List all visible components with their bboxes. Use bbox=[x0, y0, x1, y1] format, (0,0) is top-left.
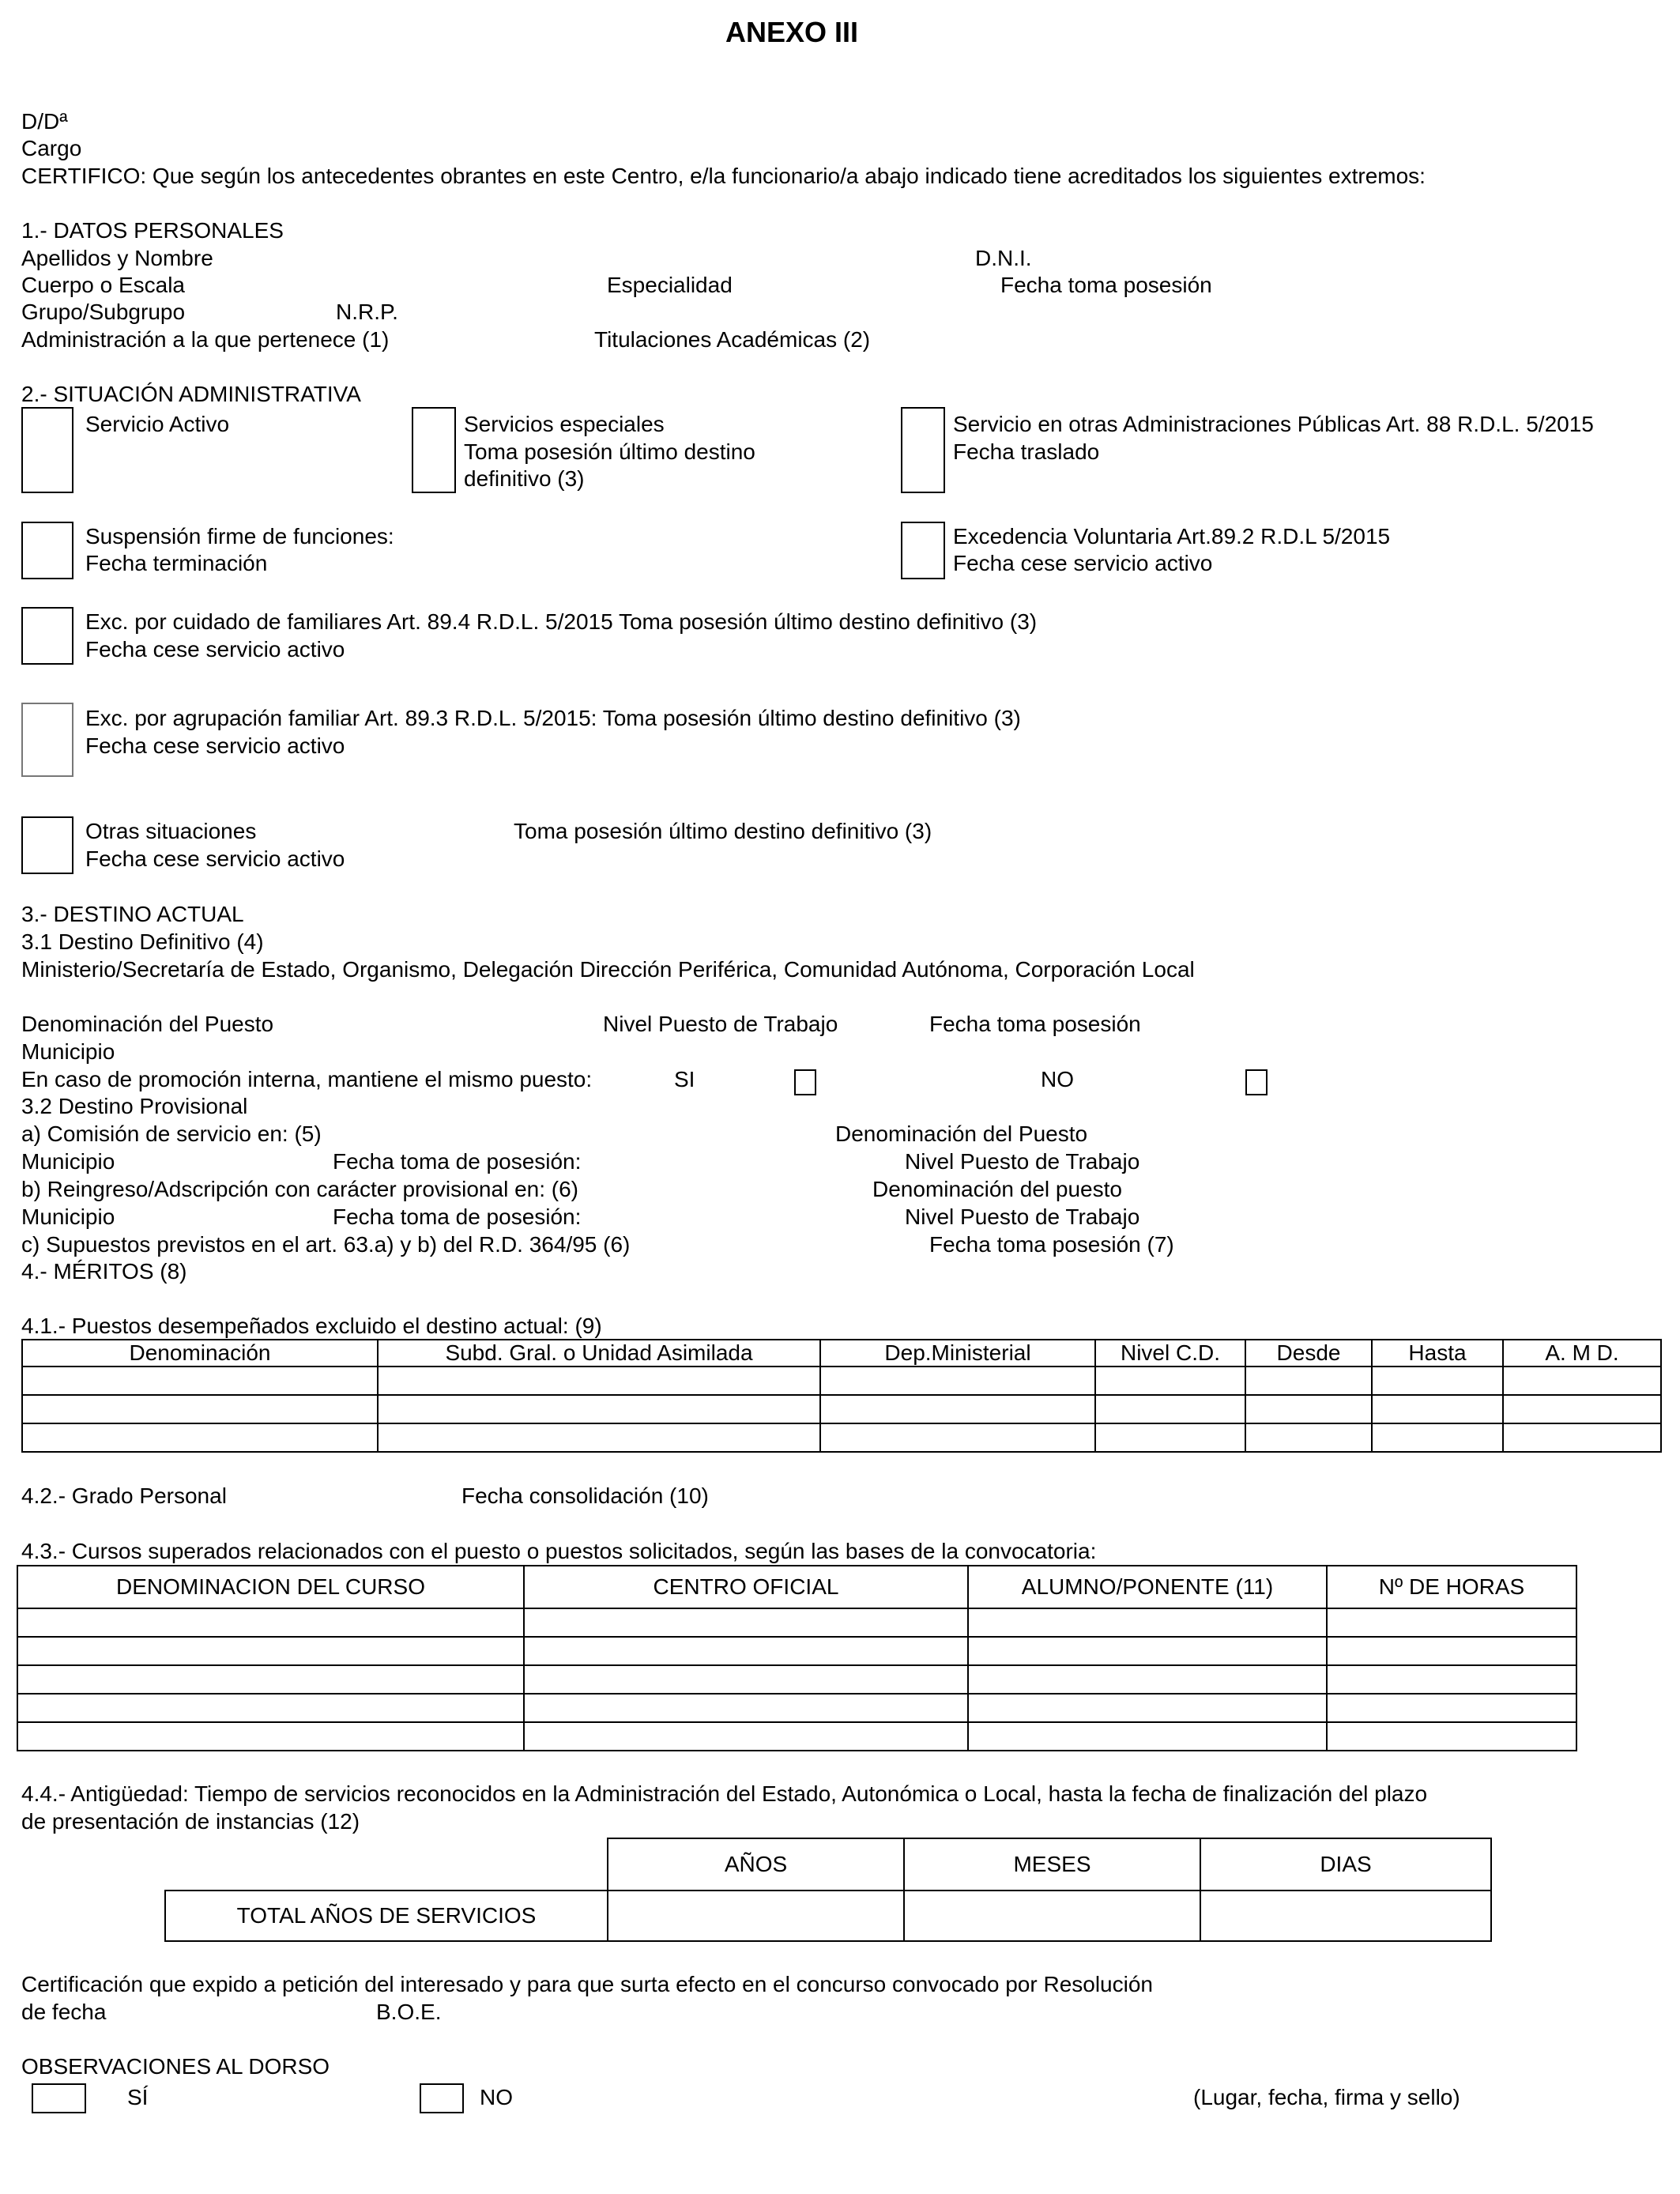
column-header: A. M D. bbox=[1503, 1340, 1661, 1367]
table-cell[interactable] bbox=[1327, 1665, 1576, 1694]
servicio-activo-label: Servicio Activo bbox=[85, 412, 230, 436]
excedencia-voluntaria-label: Excedencia Voluntaria Art.89.2 R.D.L 5/2015 bbox=[953, 524, 1391, 548]
checkbox-observaciones-si[interactable] bbox=[32, 2083, 86, 2113]
municipio-label: Municipio bbox=[21, 1039, 115, 1064]
column-header: MESES bbox=[904, 1838, 1200, 1891]
table-cell[interactable] bbox=[1245, 1423, 1372, 1452]
column-header: Nivel C.D. bbox=[1095, 1340, 1245, 1367]
checkbox-exc-cuidado[interactable] bbox=[21, 607, 73, 665]
table-cell[interactable] bbox=[378, 1367, 820, 1395]
fecha-toma-posesion-label: Fecha toma de posesión: bbox=[333, 1149, 582, 1174]
administracion-label: Administración a la que pertenece (1) bbox=[21, 327, 390, 352]
cursos-label: 4.3.- Cursos superados relacionados con el puesto o puestos solicitados, según las bases de la convocatoria: bbox=[21, 1539, 1097, 1563]
otras-administraciones-label: Servicio en otras Administraciones Públicas Art. 88 R.D.L. 5/2015 bbox=[953, 412, 1594, 436]
table-cell[interactable] bbox=[524, 1637, 968, 1665]
comision-servicio-label: a) Comisión de servicio en: (5) bbox=[21, 1122, 322, 1146]
observaciones-label: OBSERVACIONES AL DORSO bbox=[21, 2054, 330, 2079]
table-cell[interactable] bbox=[820, 1395, 1095, 1423]
table-cell[interactable] bbox=[820, 1423, 1095, 1452]
promocion-label: En caso de promoción interna, mantiene el mismo puesto: bbox=[21, 1067, 593, 1091]
column-header: AÑOS bbox=[608, 1838, 904, 1891]
cuerpo-label: Cuerpo o Escala bbox=[21, 273, 186, 297]
otras-situaciones-label: Otras situaciones bbox=[85, 819, 257, 843]
table-cell[interactable] bbox=[22, 1367, 378, 1395]
name-label: D/Dª bbox=[21, 109, 68, 134]
observaciones-no-label: NO bbox=[480, 2085, 513, 2109]
column-header: DIAS bbox=[1200, 1838, 1491, 1891]
table-cell[interactable] bbox=[17, 1637, 524, 1665]
certificacion-text: Certificación que expido a petición del interesado y para que surta efecto en el concurso convocado por Resolución bbox=[21, 1972, 1153, 1996]
table-row bbox=[22, 1395, 1661, 1423]
table-cell[interactable] bbox=[1372, 1423, 1503, 1452]
anos-cell[interactable] bbox=[608, 1891, 904, 1941]
table-cell[interactable] bbox=[968, 1694, 1327, 1722]
table-cell[interactable] bbox=[968, 1722, 1327, 1751]
nivel-puesto-label: Nivel Puesto de Trabajo bbox=[603, 1012, 838, 1036]
checkbox-otras-administraciones[interactable] bbox=[901, 407, 945, 493]
table-cell[interactable] bbox=[1327, 1637, 1576, 1665]
municipio-label: Municipio bbox=[21, 1149, 115, 1174]
column-header: DENOMINACION DEL CURSO bbox=[17, 1566, 524, 1608]
table-cell[interactable] bbox=[1372, 1395, 1503, 1423]
table-row bbox=[17, 1665, 1576, 1694]
table-cell[interactable] bbox=[22, 1395, 378, 1423]
table-row bbox=[22, 1423, 1661, 1452]
destino-definitivo-label: 3.1 Destino Definitivo (4) bbox=[21, 929, 264, 954]
table-cell[interactable] bbox=[1503, 1423, 1661, 1452]
ministerio-label: Ministerio/Secretaría de Estado, Organismo, Delegación Dirección Periférica, Comunidad Autónoma, Corporación Local bbox=[21, 957, 1195, 982]
table-cell[interactable] bbox=[1095, 1423, 1245, 1452]
denominacion-puesto-label: Denominación del Puesto bbox=[835, 1122, 1088, 1146]
dias-cell[interactable] bbox=[1200, 1891, 1491, 1941]
supuestos-label: c) Supuestos previstos en el art. 63.a) y b) del R.D. 364/95 (6) bbox=[21, 1232, 631, 1257]
table-cell[interactable] bbox=[22, 1423, 378, 1452]
table-cell[interactable] bbox=[1095, 1367, 1245, 1395]
definitivo-label: definitivo (3) bbox=[464, 466, 585, 491]
promocion-si-label: SI bbox=[674, 1067, 695, 1091]
column-header: ALUMNO/PONENTE (11) bbox=[968, 1566, 1327, 1608]
table-cell[interactable] bbox=[1327, 1608, 1576, 1637]
titulaciones-label: Titulaciones Académicas (2) bbox=[594, 327, 871, 352]
table-cell[interactable] bbox=[17, 1608, 524, 1637]
column-header: Desde bbox=[1245, 1340, 1372, 1367]
page-title: ANEXO III bbox=[725, 16, 859, 48]
checkbox-exc-agrupacion[interactable] bbox=[21, 703, 73, 777]
meses-cell[interactable] bbox=[904, 1891, 1200, 1941]
destino-provisional-label: 3.2 Destino Provisional bbox=[21, 1094, 248, 1118]
fecha-cese-label: Fecha cese servicio activo bbox=[85, 846, 345, 871]
column-header: Nº DE HORAS bbox=[1327, 1566, 1576, 1608]
table-cell[interactable] bbox=[524, 1694, 968, 1722]
fecha-toma-label: Fecha toma posesión bbox=[1000, 273, 1212, 297]
table-cell[interactable] bbox=[1245, 1395, 1372, 1423]
table-cell[interactable] bbox=[1503, 1395, 1661, 1423]
toma-ultimo-otras-label: Toma posesión último destino definitivo (3) bbox=[514, 819, 932, 843]
table-row bbox=[17, 1722, 1576, 1751]
table-cell[interactable] bbox=[524, 1665, 968, 1694]
column-header: CENTRO OFICIAL bbox=[524, 1566, 968, 1608]
table-cell[interactable] bbox=[968, 1637, 1327, 1665]
antiguedad-label: 4.4.- Antigüedad: Tiempo de servicios reconocidos en la Administración del Estado, Autonómica o Local, hasta la fecha de finalización del plazo bbox=[21, 1781, 1428, 1806]
checkbox-promocion-si[interactable] bbox=[794, 1069, 816, 1095]
table-cell[interactable] bbox=[524, 1722, 968, 1751]
denominacion-puesto-label: Denominación del Puesto bbox=[21, 1012, 274, 1036]
section3-heading: 3.- DESTINO ACTUAL bbox=[21, 902, 244, 926]
fecha-cese-label: Fecha cese servicio activo bbox=[953, 551, 1213, 575]
total-servicios-label: TOTAL AÑOS DE SERVICIOS bbox=[165, 1891, 608, 1941]
checkbox-suspension[interactable] bbox=[21, 522, 73, 579]
checkbox-servicios-especiales[interactable] bbox=[412, 407, 456, 493]
fecha-traslado-label: Fecha traslado bbox=[953, 439, 1100, 464]
table-cell[interactable] bbox=[17, 1694, 524, 1722]
column-header: Dep.Ministerial bbox=[820, 1340, 1095, 1367]
table-row bbox=[17, 1694, 1576, 1722]
table-cell[interactable] bbox=[1503, 1367, 1661, 1395]
fecha-toma-label: Fecha toma posesión bbox=[929, 1012, 1141, 1036]
table-cell[interactable] bbox=[968, 1665, 1327, 1694]
table-row bbox=[22, 1367, 1661, 1395]
exc-cuidado-label: Exc. por cuidado de familiares Art. 89.4 R.D.L. 5/2015 Toma posesión último destino definitivo (3) bbox=[85, 609, 1038, 634]
column-header: Subd. Gral. o Unidad Asimilada bbox=[378, 1340, 820, 1367]
promocion-no-label: NO bbox=[1041, 1067, 1074, 1091]
servicios-especiales-label: Servicios especiales bbox=[464, 412, 665, 436]
checkbox-observaciones-no[interactable] bbox=[420, 2083, 464, 2113]
reingreso-label: b) Reingreso/Adscripción con carácter provisional en: (6) bbox=[21, 1177, 578, 1201]
table-row bbox=[165, 1891, 1491, 1941]
table-cell[interactable] bbox=[378, 1423, 820, 1452]
dni-label: D.N.I. bbox=[975, 246, 1032, 270]
position-label: Cargo bbox=[21, 136, 82, 160]
table-cell[interactable] bbox=[1372, 1367, 1503, 1395]
fecha-terminacion-label: Fecha terminación bbox=[85, 551, 268, 575]
municipio-label: Municipio bbox=[21, 1204, 115, 1229]
fecha-cese-label: Fecha cese servicio activo bbox=[85, 637, 345, 662]
table-cell[interactable] bbox=[378, 1395, 820, 1423]
checkbox-servicio-activo[interactable] bbox=[21, 407, 73, 493]
checkbox-promocion-no[interactable] bbox=[1245, 1069, 1268, 1095]
observaciones-si-label: SÍ bbox=[127, 2085, 149, 2109]
fecha-consolidacion-label: Fecha consolidación (10) bbox=[461, 1483, 709, 1508]
table-cell[interactable] bbox=[820, 1367, 1095, 1395]
section2-heading: 2.- SITUACIÓN ADMINISTRATIVA bbox=[21, 382, 361, 406]
antiguedad-table bbox=[164, 1838, 1492, 1942]
certifico-text: CERTIFICO: Que según los antecedentes obrantes en este Centro, e/la funcionario/a abajo indicado tiene acreditados los siguientes extremos: bbox=[21, 164, 1426, 188]
checkbox-otras-situaciones[interactable] bbox=[21, 816, 73, 874]
denominacion-puesto-label: Denominación del puesto bbox=[872, 1177, 1122, 1201]
section4-heading: 4.- MÉRITOS (8) bbox=[21, 1259, 187, 1284]
fecha-toma-label: Fecha toma posesión (7) bbox=[929, 1232, 1174, 1257]
suspension-label: Suspensión firme de funciones: bbox=[85, 524, 394, 548]
section1-heading: 1.- DATOS PERSONALES bbox=[21, 218, 284, 243]
nivel-puesto-label: Nivel Puesto de Trabajo bbox=[905, 1149, 1140, 1174]
table-row bbox=[17, 1637, 1576, 1665]
checkbox-excedencia-voluntaria[interactable] bbox=[901, 522, 945, 579]
table-cell[interactable] bbox=[1327, 1722, 1576, 1751]
table-cell[interactable] bbox=[17, 1722, 524, 1751]
de-fecha-label: de fecha bbox=[21, 2000, 107, 2024]
cursos-table bbox=[17, 1565, 1577, 1751]
fecha-cese-label: Fecha cese servicio activo bbox=[85, 733, 345, 758]
fecha-toma-posesion-label: Fecha toma de posesión: bbox=[333, 1204, 582, 1229]
table-cell[interactable] bbox=[524, 1608, 968, 1637]
puestos-table bbox=[21, 1339, 1662, 1453]
boe-label: B.O.E. bbox=[376, 2000, 442, 2024]
exc-agrupacion-label: Exc. por agrupación familiar Art. 89.3 R.D.L. 5/2015: Toma posesión último destino definitivo (3) bbox=[85, 706, 1021, 730]
especialidad-label: Especialidad bbox=[607, 273, 733, 297]
table-cell[interactable] bbox=[1095, 1395, 1245, 1423]
table-cell[interactable] bbox=[968, 1608, 1327, 1637]
puestos-desempenados-label: 4.1.- Puestos desempeñados excluido el destino actual: (9) bbox=[21, 1314, 602, 1338]
table-cell[interactable] bbox=[1245, 1367, 1372, 1395]
grado-personal-label: 4.2.- Grado Personal bbox=[21, 1483, 227, 1508]
column-header: Denominación bbox=[22, 1340, 378, 1367]
column-header: Hasta bbox=[1372, 1340, 1503, 1367]
nrp-label: N.R.P. bbox=[336, 300, 398, 324]
table-cell[interactable] bbox=[1327, 1694, 1576, 1722]
table-cell[interactable] bbox=[17, 1665, 524, 1694]
antiguedad-label-cont: de presentación de instancias (12) bbox=[21, 1809, 360, 1834]
apellidos-label: Apellidos y Nombre bbox=[21, 246, 213, 270]
lugar-fecha-firma-label: (Lugar, fecha, firma y sello) bbox=[1193, 2085, 1460, 2109]
table-row bbox=[17, 1608, 1576, 1637]
grupo-label: Grupo/Subgrupo bbox=[21, 300, 186, 324]
nivel-puesto-label: Nivel Puesto de Trabajo bbox=[905, 1204, 1140, 1229]
toma-posesion-ultimo-label: Toma posesión último destino bbox=[464, 439, 755, 464]
